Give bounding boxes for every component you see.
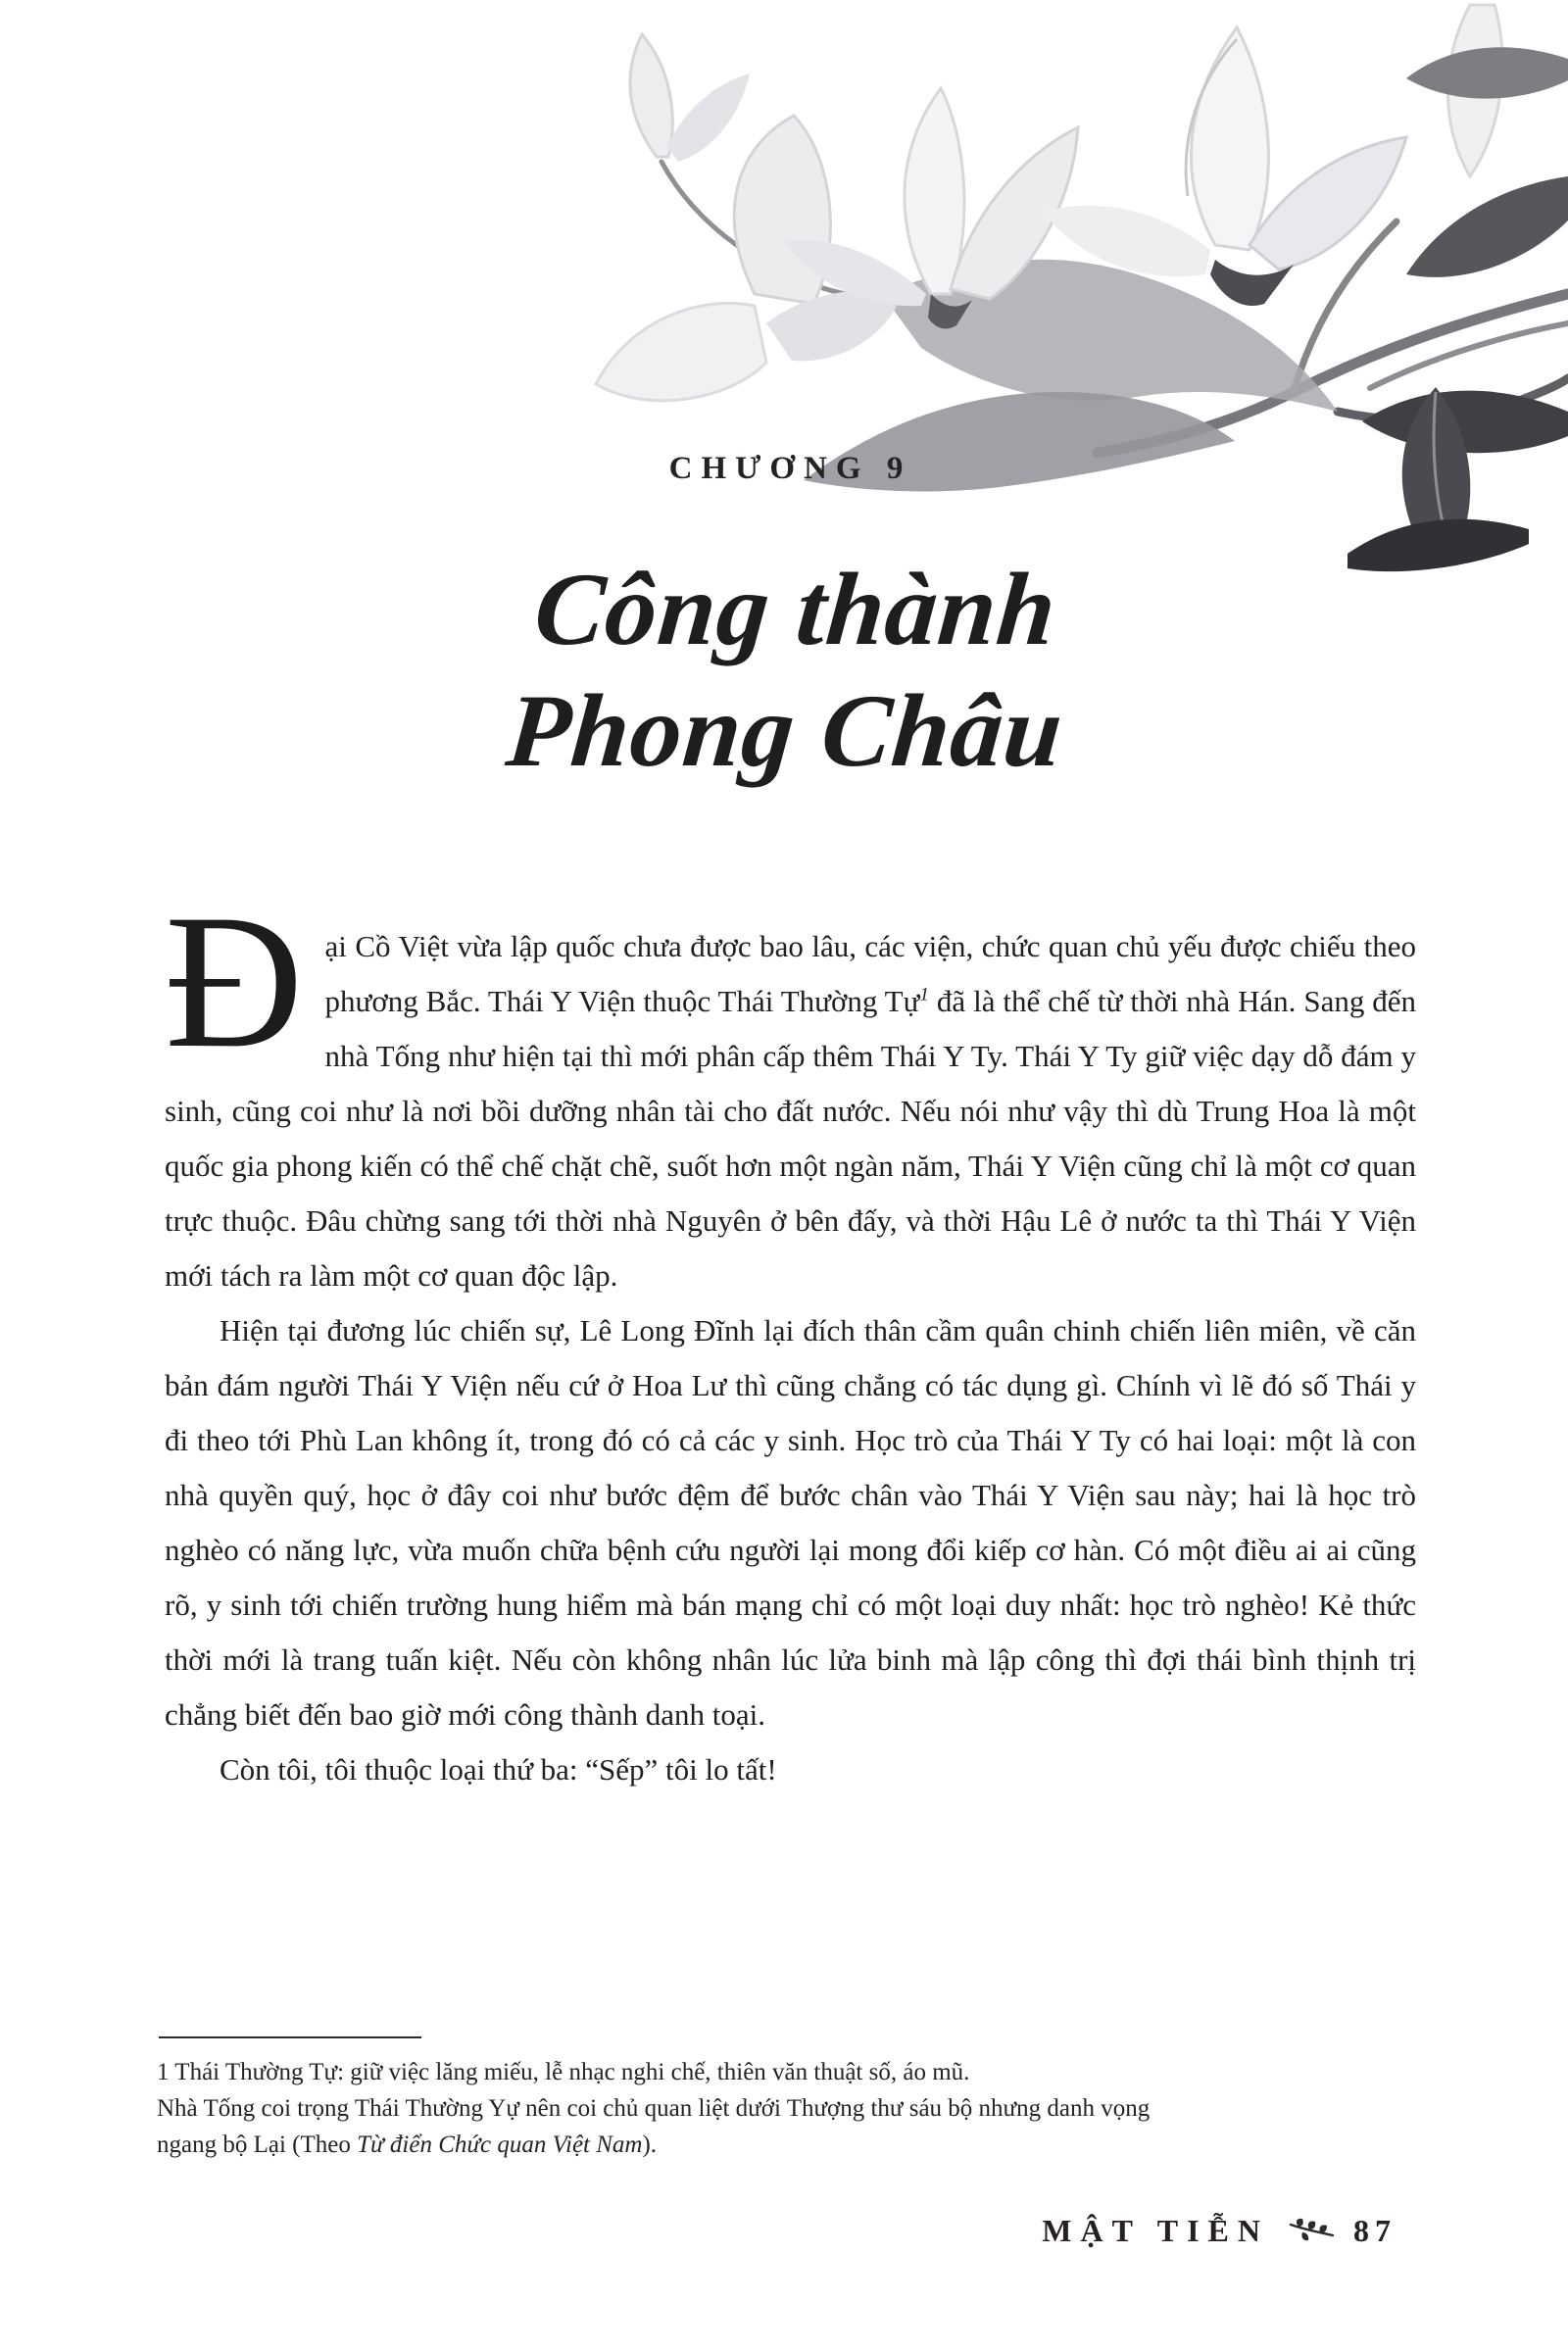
- footnote-line-2: Nhà Tống coi trọng Thái Thường Yự nên coi chủ quan liệt dưới Thượng thư sáu bộ nhưng danh vọng: [157, 2095, 1151, 2122]
- drop-cap: Đ: [165, 875, 304, 1088]
- page-number: 87: [1353, 2213, 1396, 2248]
- chapter-heading: CHƯƠNG 9: [668, 451, 912, 486]
- chapter-title: [105, 549, 1476, 792]
- running-title: MẬT TIỄN: [1042, 2213, 1269, 2248]
- body-text: [165, 875, 1416, 1797]
- paragraph-3: Còn tôi, tôi thuộc loại thứ ba: “Sếp” tôi lo tất!: [220, 1752, 777, 1787]
- magnolia-branch-illustration: [510, 0, 1568, 600]
- paragraph-1-text: ại Cồ Việt vừa lập quốc chưa được bao lâu, các viện, chức quan chủ yếu được chiếu theo phương Bắc. Thái Y Viện thuộc Thái Thường Tự: [324, 929, 1416, 1018]
- footnote-separator: [159, 2036, 421, 2038]
- footnote-block: [157, 2036, 1423, 2163]
- chapter-title-line2: Phong Châu: [502, 673, 1068, 788]
- paragraph-1-text-cont: đã là thể chế từ thời nhà Hán. Sang đến nhà Tống như hiện tại thì mới phân cấp thêm Thái Y Ty. Thái Y Ty giữ việc dạy dỗ đám y sinh, cũng coi như là nơi bồi dưỡng nhân tài cho đất nước. Nếu nói như vậy thì dù Trung Hoa là một quốc gia phong kiến có thể chế chặt chẽ, suốt hơn một ngàn năm, Thái Y Viện cũng chỉ là một cơ quan trực thuộc. Đâu chừng sang tới thời nhà Nguyên ở bên đấy, và thời Hậu Lê ở nước ta thì Thái Y Viện mới tách ra làm một cơ quan độc lập.: [165, 984, 1416, 1293]
- footnote-reference-title: Từ điển Chức quan Việt Nam: [357, 2132, 643, 2158]
- footnote-marker: 1: [919, 984, 930, 1005]
- page-footer: [165, 2213, 1396, 2249]
- chapter-title-line1: Công thành: [530, 552, 1061, 666]
- footnote-line-3: ngang bộ Lại (Theo Từ điển Chức quan Việt Nam).: [157, 2132, 658, 2158]
- paragraph-1: [165, 875, 1416, 1303]
- leaf-sprig-icon: [1289, 2218, 1334, 2245]
- paragraph-2: Hiện tại đương lúc chiến sự, Lê Long Đĩnh lại đích thân cầm quân chinh chiến liên miên, về căn bản đám người Thái Y Viện nếu cứ ở Hoa Lư thì cũng chẳng có tác dụng gì. Chính vì lẽ đó số Thái y đi theo tới Phù Lan không ít, trong đó có cả các y sinh. Học trò của Thái Y Ty có hai loại: một là con nhà quyền quý, học ở đây coi như bước đệm để bước chân vào Thái Y Viện sau này; hai là học trò nghèo có năng lực, vừa muốn chữa bệnh cứu người lại mong đổi kiếp cơ hàn. Có một điều ai ai cũng rõ, y sinh tới chiến trường hung hiểm mà bán mạng chỉ có một loại duy nhất: học trò nghèo! Kẻ thức thời mới là trang tuấn kiệt. Nếu còn không nhân lúc lửa binh mà lập công thì đợi thái bình thịnh trị chẳng biết đến bao giờ mới công thành danh toại.: [165, 1313, 1416, 1732]
- footnote-line-1: 1 Thái Thường Tự: giữ việc lăng miếu, lễ nhạc nghi chế, thiên văn thuật số, áo mũ.: [157, 2059, 970, 2085]
